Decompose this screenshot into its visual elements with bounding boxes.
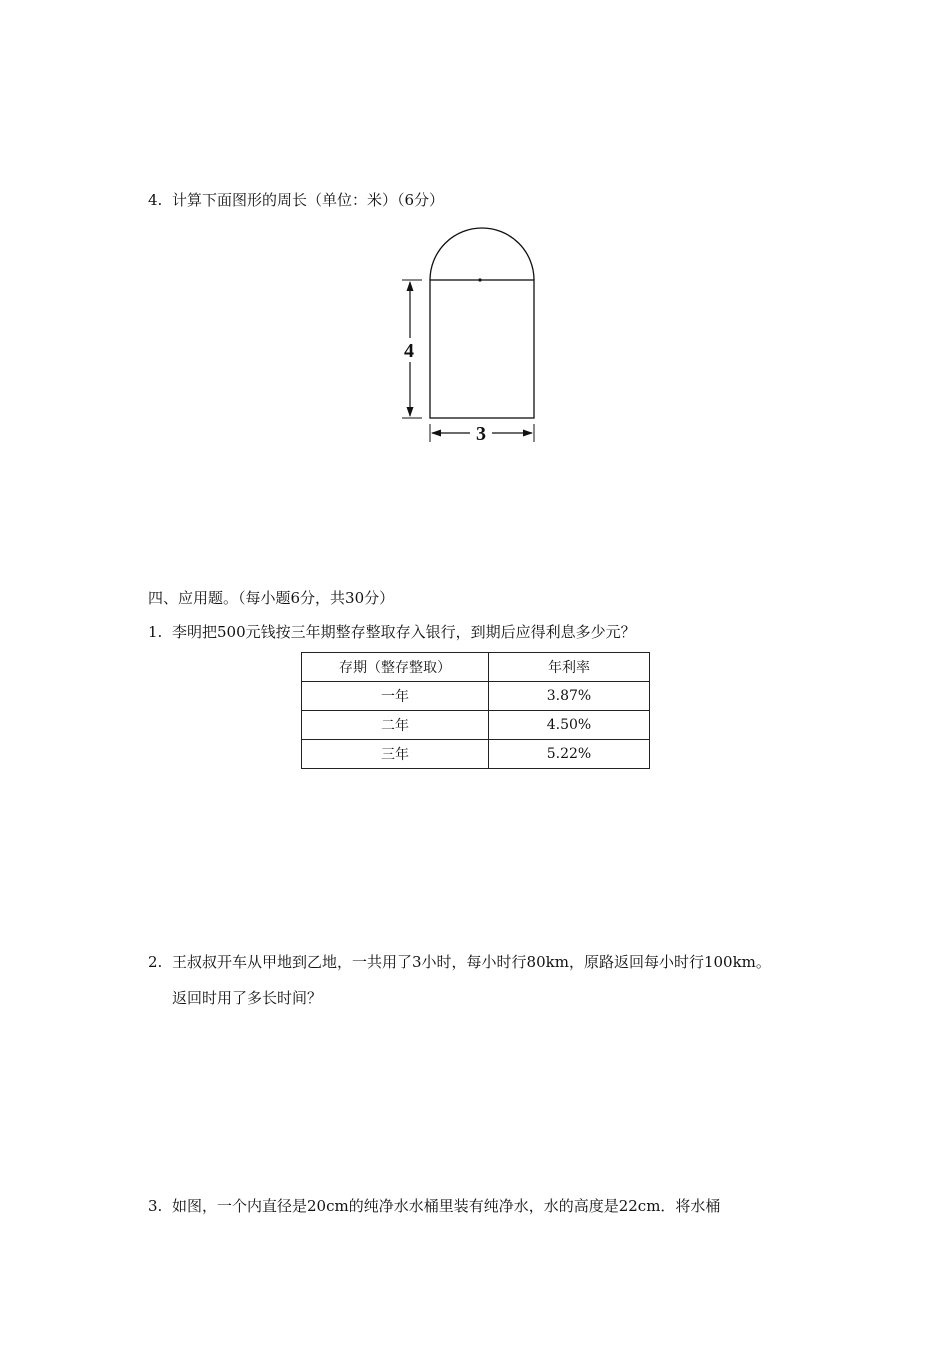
problem-text: 王叔叔开车从甲地到乙地，一共用了3小时，每小时行80km，原路返回每小时行100km。: [172, 953, 771, 971]
question-4: [148, 190, 444, 210]
height-label: 4: [404, 340, 414, 362]
problem-number: 1.: [148, 623, 163, 641]
problem-3: [148, 1196, 720, 1216]
cell-rate: 3.87%: [489, 682, 650, 711]
problem-number: 3.: [148, 1197, 163, 1215]
problem-2: [148, 952, 771, 972]
problem-text: 如图，一个内直径是20cm的纯净水水桶里装有纯净水，水的高度是22cm．将水桶: [172, 1197, 721, 1215]
header-rate: 年利率: [489, 653, 650, 682]
table-row: [302, 711, 650, 740]
header-term: 存期（整存整取）: [302, 653, 489, 682]
cell-term: 三年: [302, 740, 489, 769]
table-row: [302, 682, 650, 711]
section-heading: 四、应用题。（每小题6分，共30分）: [148, 589, 395, 607]
table-row: [302, 740, 650, 769]
cell-rate: 5.22%: [489, 740, 650, 769]
question-number: 4.: [148, 191, 163, 209]
center-point: [478, 278, 481, 281]
problem-2-continued: 返回时用了多长时间？: [172, 989, 323, 1007]
cell-rate: 4.50%: [489, 711, 650, 740]
width-label: 3: [476, 423, 486, 445]
problem-text: 李明把500元钱按三年期整存整取存入银行，到期后应得利息多少元？: [172, 623, 636, 641]
cell-term: 一年: [302, 682, 489, 711]
cell-term: 二年: [302, 711, 489, 740]
question-text: 计算下面图形的周长（单位：米）（6分）: [172, 191, 445, 209]
table-header-row: [302, 653, 650, 682]
problem-1: [148, 622, 636, 642]
problem-number: 2.: [148, 953, 163, 971]
rectangle: [430, 280, 534, 418]
semicircle: [430, 228, 534, 280]
perimeter-figure: [380, 218, 560, 448]
interest-rate-table: [301, 652, 650, 769]
